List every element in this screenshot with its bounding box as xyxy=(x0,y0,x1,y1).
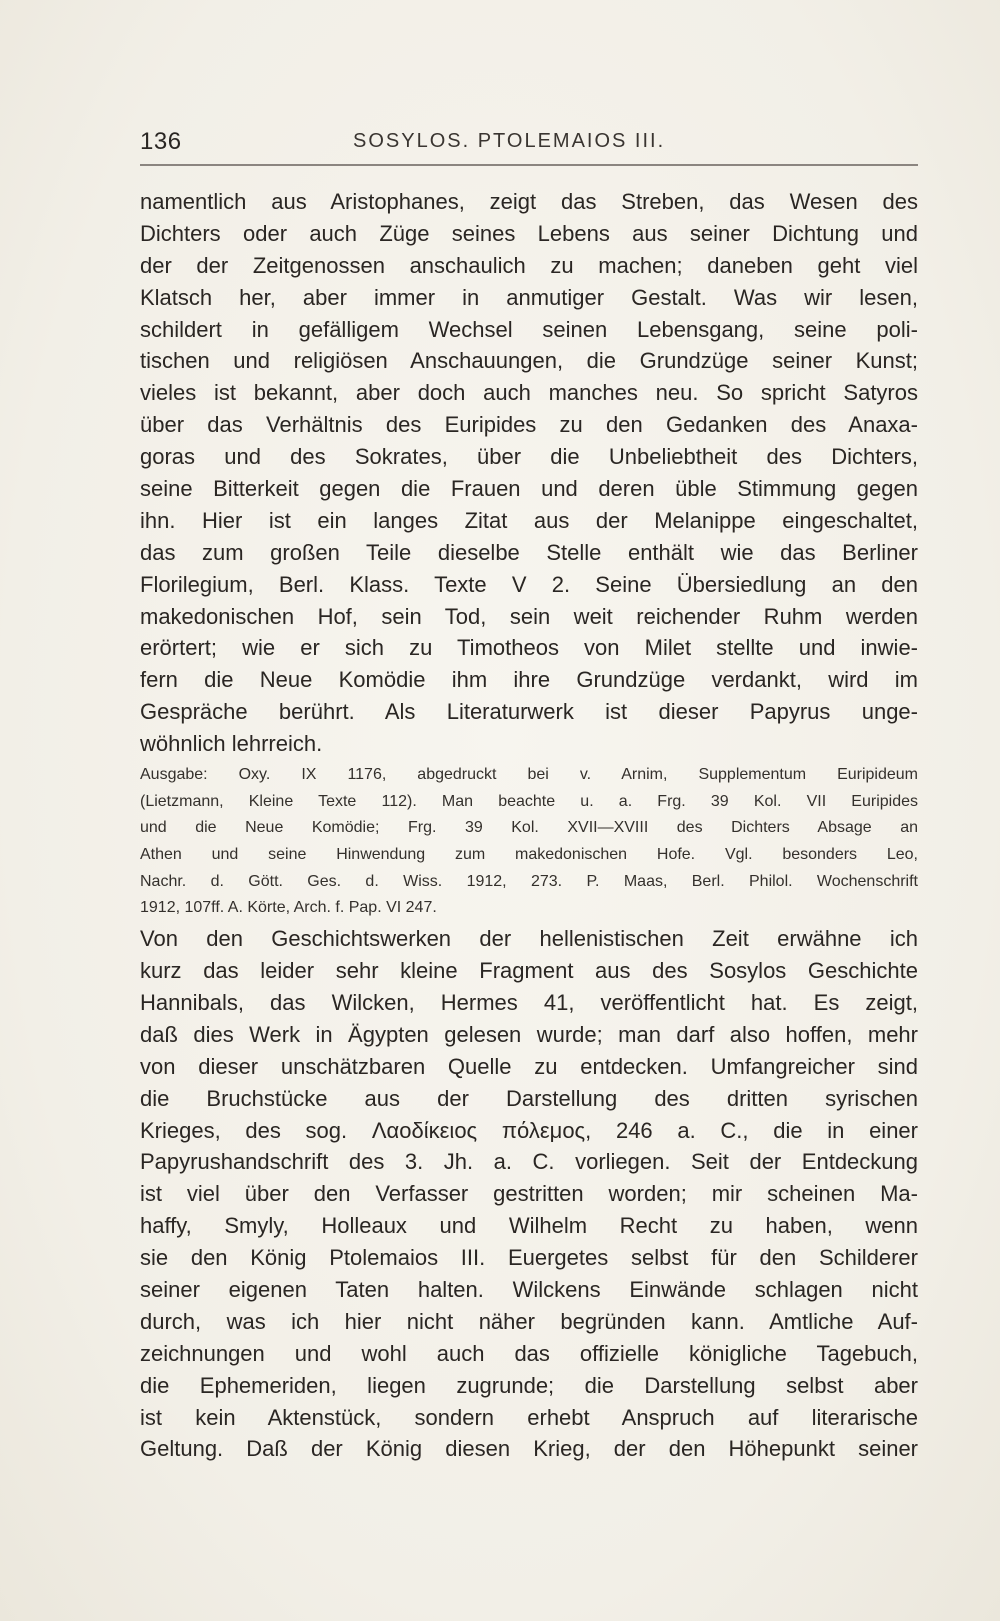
bibliography-note xyxy=(140,762,918,922)
text-line: seine Bitterkeit gegen die Frauen und deren üble Stimmung gegen xyxy=(140,476,918,502)
text-line: durch, was ich hier nicht näher begründen kann. Amtliche Auf- xyxy=(140,1308,918,1334)
text-line: kurz das leider sehr kleine Fragment aus des Sosylos Geschichte xyxy=(140,958,918,984)
text-line: Papyrushandschrift des 3. Jh. a. C. vorliegen. Seit der Entdeckung xyxy=(140,1149,918,1175)
note-line: (Lietzmann, Kleine Texte 112). Man beachte u. a. Frg. 39 Kol. VII Euripides xyxy=(140,792,918,810)
text-line: makedonischen Hof, sein Tod, sein weit reichender Ruhm werden xyxy=(140,603,918,629)
text-line: von dieser unschätzbaren Quelle zu entdecken. Umfangreicher sind xyxy=(140,1053,918,1079)
text-line: wöhnlich lehrreich. xyxy=(140,731,323,757)
text-line: die Ephemeriden, liegen zugrunde; die Darstellung selbst aber xyxy=(140,1372,918,1398)
note-line: 1912, 107ff. A. Körte, Arch. f. Pap. VI 247. xyxy=(140,899,437,917)
text-line: Krieges, des sog. Λαοδίκειος πόλεμος, 246 a. C., die in einer xyxy=(140,1117,918,1143)
text-line: Dichters oder auch Züge seines Lebens aus seiner Dichtung und xyxy=(140,220,918,246)
text-line: namentlich aus Aristophanes, zeigt das Streben, das Wesen des xyxy=(140,189,918,214)
text-line: das zum großen Teile dieselbe Stelle enthält wie das Berliner xyxy=(140,539,918,565)
text-line: zeichnungen und wohl auch das offizielle königliche Tagebuch, xyxy=(140,1340,918,1366)
text-line: ihn. Hier ist ein langes Zitat aus der Melanippe eingeschaltet, xyxy=(140,507,918,533)
text-line: Florilegium, Berl. Klass. Texte V 2. Seine Übersiedlung an den xyxy=(140,571,918,597)
page-header xyxy=(140,128,918,164)
text-line: daß dies Werk in Ägypten gelesen wurde; man darf also hoffen, mehr xyxy=(140,1021,918,1047)
note-line: Athen und seine Hinwendung zum makedonischen Hofe. Vgl. besonders Leo, xyxy=(140,846,918,864)
text-line: die Bruchstücke aus der Darstellung des dritten syrischen xyxy=(140,1085,918,1111)
text-line: vieles ist bekannt, aber doch auch manches neu. So spricht Satyros xyxy=(140,380,918,406)
text-line: seiner eigenen Taten halten. Wilckens Einwände schlagen nicht xyxy=(140,1276,918,1302)
text-line: schildert in gefälligem Wechsel seinen Lebensgang, seine poli- xyxy=(140,316,918,342)
text-line: Hannibals, das Wilcken, Hermes 41, veröffentlicht hat. Es zeigt, xyxy=(140,989,918,1015)
paragraph-sosylos xyxy=(140,923,918,1465)
text-line: goras und des Sokrates, über die Unbeliebtheit des Dichters, xyxy=(140,444,918,470)
running-head: SOSYLOS. PTOLEMAIOS III. xyxy=(353,130,666,152)
header-rule xyxy=(140,164,918,166)
text-line: über das Verhältnis des Euripides zu den Gedanken des Anaxa- xyxy=(140,412,918,438)
page-number: 136 xyxy=(140,128,182,155)
text-line: Von den Geschichtswerken der hellenistischen Zeit erwähne ich xyxy=(140,926,918,952)
text-line: der der Zeitgenossen anschaulich zu machen; daneben geht viel xyxy=(140,252,918,278)
paragraph-satyros xyxy=(140,186,918,760)
text-line: ist viel über den Verfasser gestritten worden; mir scheinen Ma- xyxy=(140,1181,918,1207)
text-line: erörtert; wie er sich zu Timotheos von Milet stellte und inwie- xyxy=(140,635,918,661)
text-line: Geltung. Daß der König diesen Krieg, der den Höhepunkt seiner xyxy=(140,1436,918,1462)
text-line: tischen und religiösen Anschauungen, die Grundzüge seiner Kunst; xyxy=(140,348,918,374)
note-line: Ausgabe: Oxy. IX 1176, abgedruckt bei v. Arnim, Supplementum Euripideum xyxy=(140,766,918,784)
text-line: sie den König Ptolemaios III. Euergetes selbst für den Schilderer xyxy=(140,1245,918,1271)
page-content xyxy=(140,186,918,1465)
note-line: und die Neue Komödie; Frg. 39 Kol. XVII—XVIII des Dichters Absage an xyxy=(140,819,918,837)
text-line: Gespräche berührt. Als Literaturwerk ist dieser Papyrus unge- xyxy=(140,699,918,725)
text-line: ist kein Aktenstück, sondern erhebt Anspruch auf literarische xyxy=(140,1404,918,1430)
text-line: Klatsch her, aber immer in anmutiger Gestalt. Was wir lesen, xyxy=(140,284,918,310)
text-line: fern die Neue Komödie ihm ihre Grundzüge verdankt, wird im xyxy=(140,667,918,693)
text-line: haffy, Smyly, Holleaux und Wilhelm Recht zu haben, wenn xyxy=(140,1213,918,1239)
note-line: Nachr. d. Gött. Ges. d. Wiss. 1912, 273. P. Maas, Berl. Philol. Wochenschrift xyxy=(140,872,918,890)
